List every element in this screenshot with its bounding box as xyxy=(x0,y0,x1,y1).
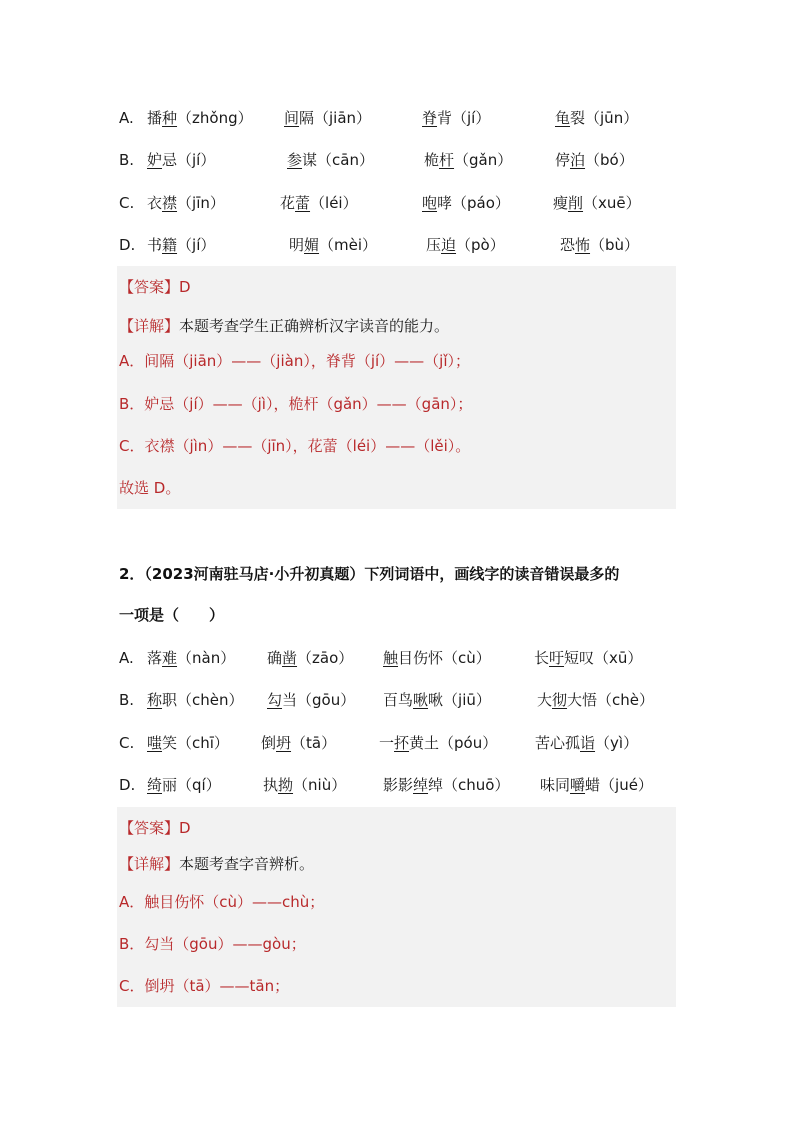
option-item: 衣襟（jīn） xyxy=(147,194,225,212)
detail-text: 本题考查字音辨析。 xyxy=(179,855,315,873)
option-label: C. xyxy=(119,734,135,752)
option-item: 绮丽（qí） xyxy=(147,776,221,794)
option-item: 一抔黄土（póu） xyxy=(379,734,498,752)
option-item: 播种（zhǒng） xyxy=(147,109,253,127)
q1-answer-box xyxy=(117,266,676,509)
option-item: 间隔（jiān） xyxy=(284,109,372,127)
option-item: 嗤笑（chī） xyxy=(147,734,229,752)
option-item: 百鸟啾啾（jiū） xyxy=(383,691,491,709)
option-item: 味同嚼蜡（jué） xyxy=(540,776,653,794)
answer-tag: 【答案】 xyxy=(119,278,180,296)
option-item: 确凿（zāo） xyxy=(267,649,354,667)
option-item: 恐怖（bù） xyxy=(560,236,640,254)
detail-tag: 【详解】 xyxy=(119,317,180,335)
option-label: A. xyxy=(119,649,134,667)
q1-option-d xyxy=(119,233,679,257)
option-item: 书籍（jí） xyxy=(147,236,216,254)
option-item: 执拗（niù） xyxy=(263,776,347,794)
option-item: 落难（nàn） xyxy=(147,649,236,667)
answer-line xyxy=(119,816,191,840)
answer-tag: 【答案】 xyxy=(119,819,180,837)
explanation-line-b: B．妒忌（jí）——（jì），桅杆（gǎn）——（gān）； xyxy=(119,395,473,413)
option-item: 压迫（pò） xyxy=(426,236,505,254)
detail-line xyxy=(119,852,314,876)
answer-value: D xyxy=(179,278,191,296)
q2-title-line1: 2．（2023河南驻马店·小升初真题）下列词语中，画线字的读音错误最多的 xyxy=(119,565,620,583)
option-item: 长吁短叹（xū） xyxy=(534,649,643,667)
explanation-line-c: C．衣襟（jìn）——（jīn），花蕾（léi）——（lěi）。 xyxy=(119,437,471,455)
q1-option-c xyxy=(119,191,679,215)
option-label: D. xyxy=(119,776,136,794)
option-item: 妒忌（jí） xyxy=(147,151,216,169)
detail-text: 本题考查学生正确辨析汉字读音的能力。 xyxy=(179,317,450,335)
q1-option-b xyxy=(119,148,679,172)
option-item: 苦心孤诣（yì） xyxy=(535,734,639,752)
q2-option-b xyxy=(119,688,679,712)
option-label: C. xyxy=(119,194,135,212)
option-item: 倒坍（tā） xyxy=(261,734,337,752)
option-label: D. xyxy=(119,236,136,254)
option-item: 瘦削（xuē） xyxy=(553,194,641,212)
q2-title-line2: 一项是（ ） xyxy=(119,606,225,624)
option-label: B. xyxy=(119,151,135,169)
option-item: 触目伤怀（cù） xyxy=(383,649,491,667)
option-item: 明媚（mèi） xyxy=(289,236,378,254)
q2-option-a xyxy=(119,646,679,670)
option-item: 花蕾（léi） xyxy=(280,194,358,212)
answer-value: D xyxy=(179,819,191,837)
explanation-line-a: A．触目伤怀（cù）——chù； xyxy=(119,893,325,911)
conclusion-line: 故选 D。 xyxy=(119,479,181,497)
option-item: 称职（chèn） xyxy=(147,691,244,709)
detail-line xyxy=(119,314,449,338)
option-item: 影影绰绰（chuō） xyxy=(383,776,510,794)
option-label: B. xyxy=(119,691,135,709)
option-item: 停泊（bó） xyxy=(555,151,634,169)
q2-option-c xyxy=(119,731,679,755)
option-item: 勾当（gōu） xyxy=(267,691,356,709)
detail-tag: 【详解】 xyxy=(119,855,180,873)
explanation-line-c: C．倒坍（tā）——tān； xyxy=(119,977,290,995)
q1-option-a xyxy=(119,106,679,130)
q2-option-d xyxy=(119,773,679,797)
option-item: 脊背（jí） xyxy=(422,109,491,127)
explanation-line-a: A．间隔（jiān）——（jiàn），脊背（jí）——（jǐ）； xyxy=(119,352,471,370)
option-label: A. xyxy=(119,109,134,127)
q2-answer-box xyxy=(117,807,676,1007)
option-item: 桅杆（gǎn） xyxy=(424,151,513,169)
answer-line xyxy=(119,275,191,299)
option-item: 参谋（cān） xyxy=(287,151,374,169)
option-item: 咆哮（páo） xyxy=(422,194,510,212)
option-item: 大彻大悟（chè） xyxy=(537,691,655,709)
option-item: 龟裂（jūn） xyxy=(555,109,639,127)
explanation-line-b: B．勾当（gōu）——gòu； xyxy=(119,935,306,953)
